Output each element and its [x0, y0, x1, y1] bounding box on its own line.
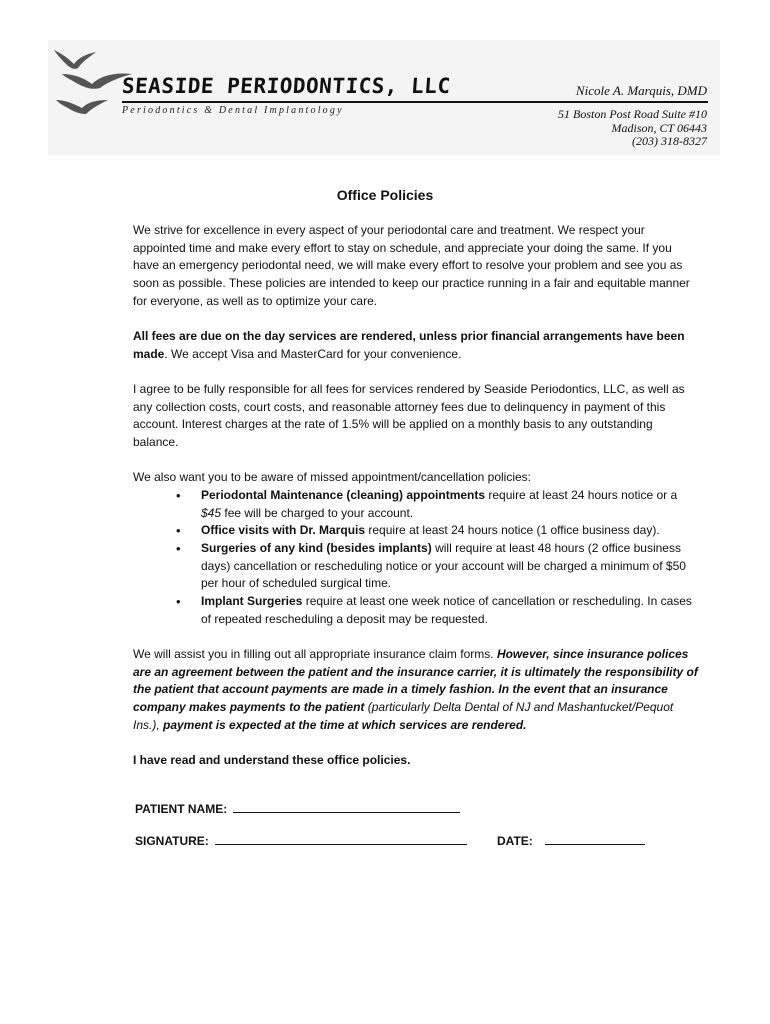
signature-field[interactable]: [215, 834, 467, 845]
acknowledgement: I have read and understand these office policies.: [133, 753, 411, 768]
date-field[interactable]: [545, 834, 645, 845]
intro-paragraph: We strive for excellence in every aspect of your periodontal care and treatment. We respect your appointed time and make every effort to stay on schedule, and appreciate your doing the same. If you have an emergency periodontal need, we will make every effort to resolve your problem and see you as soon as possible. These policies are intended to keep our practice running in a fair and equitable manner for everyone, as well as to optimize your care.: [133, 223, 690, 308]
company-name: SEASIDE PERIODONTICS, LLC: [121, 74, 452, 98]
practice-address: [558, 108, 707, 149]
patient-name-label: PATIENT NAME:: [135, 802, 228, 816]
fees-paragraph: [133, 328, 698, 363]
signature-label: SIGNATURE:: [135, 834, 209, 848]
doctor-name: Nicole A. Marquis, DMD: [575, 83, 707, 98]
list-item: • Implant Surgeries require at least one week notice of cancellation or rescheduling. In cases of repeated rescheduling a deposit may be requested.: [201, 593, 698, 628]
address-line-2: Madison, CT 06443: [611, 120, 707, 135]
list-item: • Periodontal Maintenance (cleaning) appointments require at least 24 hours notice or a $45 fee will be charged to your account.: [201, 487, 698, 522]
fees-bold: All fees are due on the day services are rendered, unless prior financial arrangements have been made: [133, 329, 685, 361]
signature-row: [135, 834, 467, 848]
date-row: [497, 834, 645, 848]
page-title: Office Policies: [336, 187, 434, 203]
missed-intro: We also want you to be aware of missed appointment/cancellation policies:: [133, 470, 531, 485]
address-line-1: 51 Boston Post Road Suite #10: [558, 107, 707, 121]
fees-rest: . We accept Visa and MasterCard for your convenience.: [164, 346, 462, 361]
list-item: • Office visits with Dr. Marquis require at least 24 hours notice (1 office business day).: [201, 522, 698, 540]
letterhead-rule: [122, 101, 708, 103]
insurance-paragraph: We will assist you in filling out all appropriate insurance claim forms. However, since insurance polices are an agreement between the patient and the insurance carrier, it is ultimately the responsibility of the patient that account payments are made in a timely fashion. In the event that an insurance company makes payments to the patient (particularly Delta Dental of NJ and Mashantucket/Pequot Ins.), payment is expected at the time at which services are rendered.: [133, 647, 698, 732]
patient-name-field[interactable]: [233, 802, 460, 813]
list-item: • Surgeries of any kind (besides implants) will require at least 48 hours (2 office business days) cancellation or rescheduling notice or your account will be charged a minimum of $50 per hour of scheduled surgical time.: [201, 540, 698, 593]
company-tagline: Periodontics & Dental Implantology: [122, 105, 344, 116]
responsibility-paragraph: I agree to be fully responsible for all fees for services rendered by Seaside Periodontics, LLC, as well as any collection costs, court costs, and reasonable attorney fees due to delinquency in payment of this account. Interest charges at the rate of 1.5% will be applied on a monthly basis to any outstanding balance.: [133, 381, 685, 450]
phone-number: (203) 318-8327: [632, 134, 707, 148]
cancellation-policy-list: [133, 487, 698, 629]
date-label: DATE:: [497, 834, 533, 848]
policy-body: [133, 222, 698, 787]
patient-name-row: [135, 802, 460, 816]
